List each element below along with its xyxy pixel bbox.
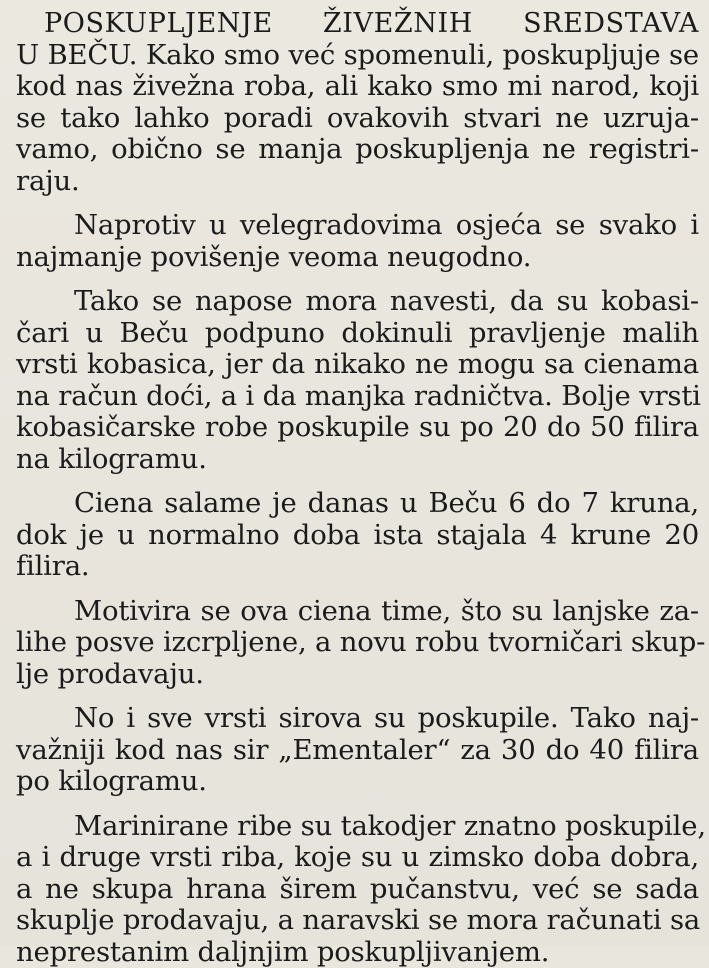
text-line: na kilogramu.: [16, 444, 699, 476]
text-line: skuplje prodavaju, a naravski se mora računati sa: [16, 905, 699, 937]
text-line: najmanje povišenje veoma neugodno.: [16, 242, 699, 274]
text-line: dok je u normalno doba ista stajala 4 krune 20: [16, 520, 699, 552]
paragraph-1: [16, 8, 699, 197]
text-line: Tako se napose mora navesti, da su kobasi-: [16, 286, 699, 318]
text-line: No i sve vrsti sirova su poskupile. Tako naj-: [16, 703, 699, 735]
text-line: vamo, obično se manja poskupljenja ne registri-: [16, 134, 699, 166]
text-line: Motivira se ova ciena time, što su lanjske za-: [16, 596, 699, 628]
text-line: po kilogramu.: [16, 766, 699, 798]
text-line: kod nas živežna roba, ali kako smo mi narod, koji: [16, 71, 699, 103]
text-line: čari u Beču podpuno dokinuli pravljenje malih: [16, 318, 699, 350]
text-line: raju.: [16, 166, 699, 198]
text-line: se tako lahko poradi ovakovih stvari ne uzruja-: [16, 103, 699, 135]
paragraph-5: [16, 596, 699, 691]
text-line: Marinirane ribe su takodjer znatno poskupile,: [16, 811, 699, 843]
text-line: lje prodavaju.: [16, 659, 699, 691]
text-line: neprestanim daljnjim poskupljivanjem.: [16, 937, 699, 968]
paragraph-7: [16, 811, 699, 968]
paragraph-6: [16, 703, 699, 798]
text-line: a i druge vrsti riba, koje su u zimsko doba dobra,: [16, 842, 699, 874]
text-line: kobasičarske robe poskupile su po 20 do 50 filira: [16, 412, 699, 444]
paragraph-4: [16, 488, 699, 583]
text-line: lihe posve izcrpljene, a novu robu tvorničari skup-: [16, 627, 699, 659]
text-line: važniji kod nas sir „Ementaler“ za 30 do 40 filira: [16, 735, 699, 767]
text-line: Naprotiv u velegradovima osjeća se svako i: [16, 210, 699, 242]
text-line: vrsti kobasica, jer da nikako ne mogu sa cienama: [16, 349, 699, 381]
text-line: Ciena salame je danas u Beču 6 do 7 kruna,: [16, 488, 699, 520]
text-line: na račun doći, a i da manjka radničtva. Bolje vrsti: [16, 381, 699, 413]
text-line: filira.: [16, 551, 699, 583]
paragraph-2: [16, 210, 699, 273]
text-line: U BEČU. Kako smo već spomenuli, poskupljuje se: [16, 40, 699, 72]
text-line: a ne skupa hrana širem pučanstvu, već se sada: [16, 874, 699, 906]
article-heading: POSKUPLJENJE ŽIVEŽNIH SREDSTAVA: [16, 8, 699, 40]
paragraph-3: [16, 286, 699, 475]
